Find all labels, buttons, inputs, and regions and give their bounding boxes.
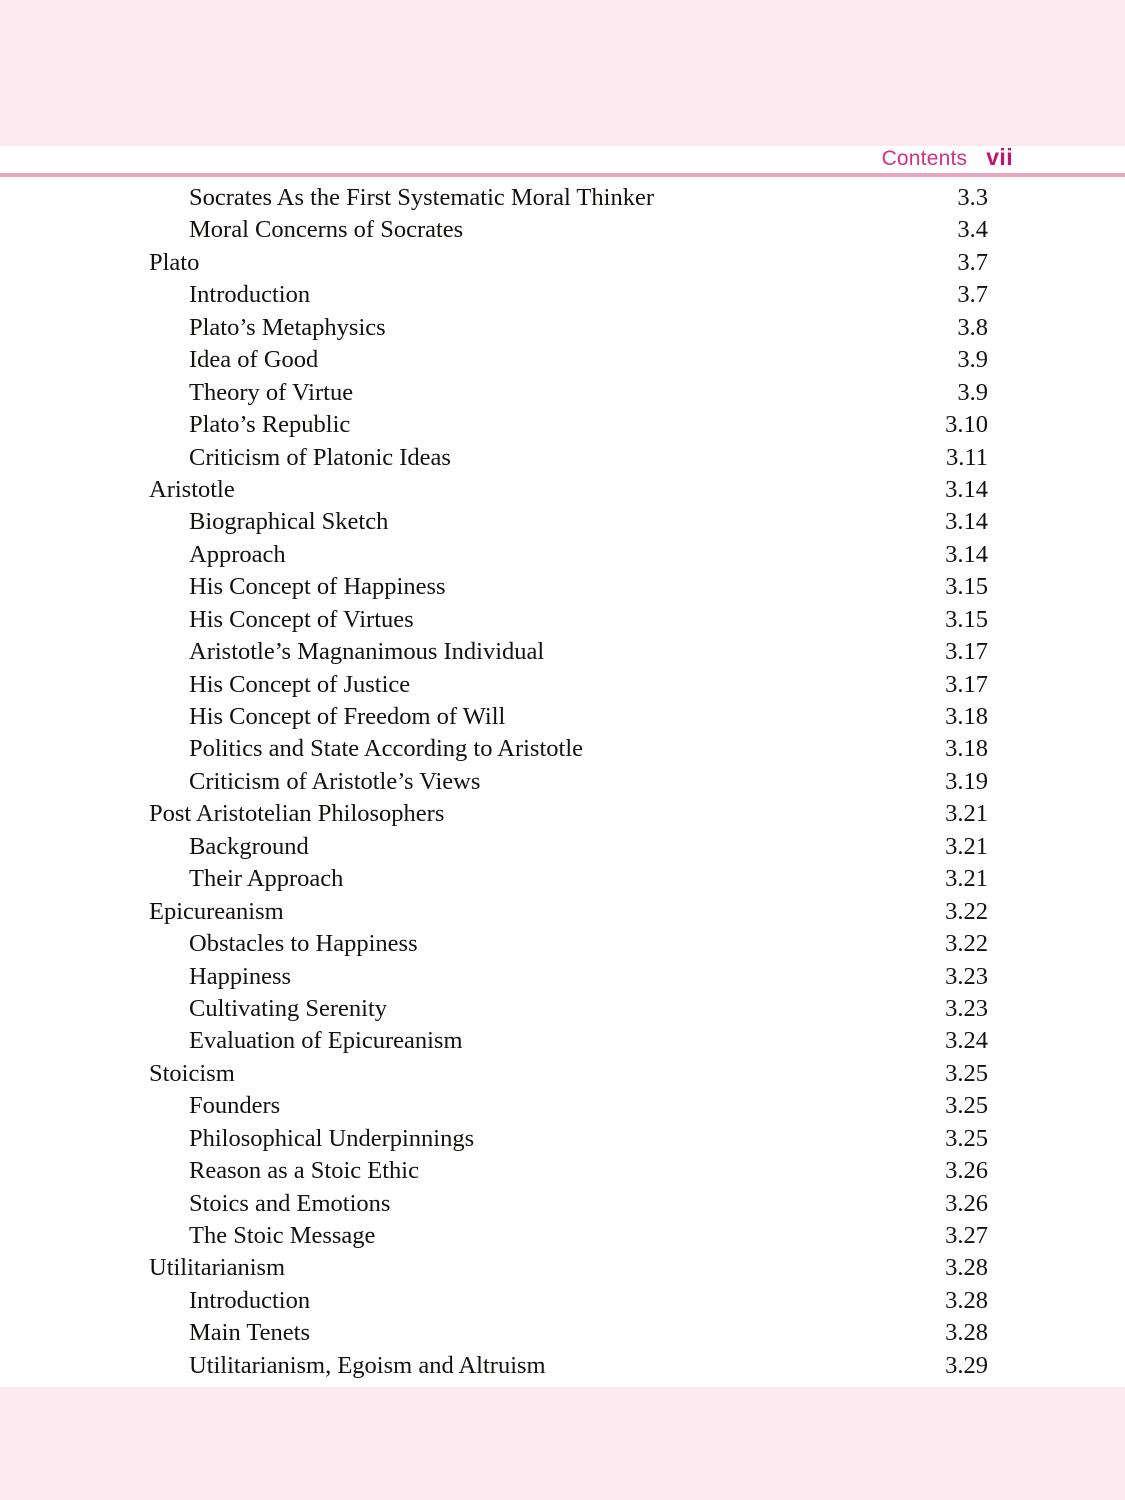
toc-entry-title: Aristotle [149,475,235,503]
toc-entry-page-number: 3.3 [957,184,988,211]
toc-entry-page-number: 3.11 [946,443,988,471]
toc-subsection-row[interactable] [0,831,1125,863]
toc-subsection-row[interactable] [0,1350,1125,1382]
toc-section-row[interactable] [0,896,1125,928]
toc-entry-page-number: 3.8 [957,313,988,341]
toc-section-row[interactable] [0,798,1125,830]
toc-entry-page-number: 3.28 [945,1254,988,1282]
toc-subsection-row[interactable] [0,1155,1125,1187]
toc-section-row[interactable] [0,1252,1125,1284]
toc-entry-page-number: 3.4 [957,216,988,244]
toc-entry-page-number: 3.28 [945,1319,988,1347]
toc-entry-title: Utilitarianism [149,1254,286,1282]
toc-subsection-row[interactable] [0,1285,1125,1317]
toc-subsection-row[interactable] [0,571,1125,603]
toc-entry-title: Plato’s Republic [189,411,351,439]
toc-entry-page-number: 3.14 [945,508,988,536]
toc-entry-title: Introduction [189,1286,311,1314]
toc-entry-page-number: 3.24 [945,1027,988,1055]
running-head-inner [882,144,1013,171]
toc-entry-page-number: 3.15 [945,573,988,601]
toc-entry-page-number: 3.25 [945,1092,988,1120]
toc-subsection-row[interactable] [0,539,1125,571]
toc-entry-title: His Concept of Virtues [189,605,414,633]
toc-entry-page-number: 3.22 [945,897,988,925]
toc-entry-page-number: 3.27 [945,1222,988,1249]
toc-subsection-row[interactable] [0,1220,1125,1252]
toc-entry-page-number: 3.28 [945,1286,988,1314]
toc-entry-title: Approach [189,540,286,568]
toc-entry-title: Stoicism [149,1059,235,1087]
toc-entry-page-number: 3.21 [945,865,988,893]
toc-subsection-row[interactable] [0,344,1125,376]
bottom-decorative-band [0,1387,1125,1500]
toc-entry-title: Introduction [189,281,311,309]
toc-entry-title: Plato [149,248,200,276]
toc-subsection-row[interactable] [0,279,1125,311]
toc-entry-title: His Concept of Happiness [189,573,446,601]
toc-entry-title: Criticism of Platonic Ideas [189,443,451,471]
toc-subsection-row[interactable] [0,1025,1125,1057]
toc-entry-page-number: 3.26 [945,1189,988,1217]
toc-entry-title: Biographical Sketch [189,508,389,536]
toc-entry-title: Obstacles to Happiness [189,930,418,958]
toc-entry-title: Post Aristotelian Philosophers [149,800,445,828]
toc-subsection-row[interactable] [0,182,1125,214]
header-rule [0,173,1125,177]
top-decorative-band [0,0,1125,146]
toc-entry-page-number: 3.25 [945,1124,988,1152]
toc-entry-list [0,182,1125,1382]
toc-section-row[interactable] [0,474,1125,506]
toc-entry-title: Founders [189,1092,281,1120]
toc-entry-page-number: 3.23 [945,962,988,990]
toc-section-row[interactable] [0,247,1125,279]
toc-entry-page-number: 3.9 [957,378,988,406]
toc-subsection-row[interactable] [0,312,1125,344]
toc-entry-title: Criticism of Aristotle’s Views [189,767,481,795]
toc-entry-page-number: 3.17 [945,638,988,666]
running-head [0,146,1125,176]
toc-entry-title: His Concept of Justice [189,670,411,698]
toc-entry-page-number: 3.14 [945,540,988,568]
toc-entry-title: Cultivating Serenity [189,994,388,1022]
toc-subsection-row[interactable] [0,1317,1125,1349]
toc-entry-title: His Concept of Freedom of Will [189,703,506,730]
toc-section-row[interactable] [0,1058,1125,1090]
toc-subsection-row[interactable] [0,766,1125,798]
toc-subsection-row[interactable] [0,993,1125,1025]
toc-entry-title: Main Tenets [189,1319,310,1347]
running-head-label: Contents [881,147,968,170]
toc-subsection-row[interactable] [0,1123,1125,1155]
toc-entry-title: Moral Concerns of Socrates [189,216,464,244]
toc-entry-title: Theory of Virtue [189,378,354,406]
toc-entry-page-number: 3.9 [957,346,988,374]
toc-entry-page-number: 3.26 [945,1157,988,1185]
page-folio-number: vii [986,144,1013,170]
toc-subsection-row[interactable] [0,636,1125,668]
toc-subsection-row[interactable] [0,214,1125,246]
toc-entry-page-number: 3.21 [945,832,988,860]
toc-subsection-row[interactable] [0,863,1125,895]
toc-subsection-row[interactable] [0,409,1125,441]
toc-entry-page-number: 3.19 [945,767,988,795]
toc-entry-title: Politics and State According to Aristotle [189,735,583,763]
toc-entry-title: Happiness [189,962,292,990]
toc-entry-title: Their Approach [189,865,344,893]
toc-entry-page-number: 3.29 [945,1351,988,1379]
toc-entry-page-number: 3.22 [945,930,988,958]
toc-entry-title: Philosophical Underpinnings [189,1124,475,1152]
toc-entry-page-number: 3.7 [957,281,988,309]
toc-entry-title: Epicureanism [149,897,284,925]
toc-subsection-row[interactable] [0,669,1125,701]
toc-subsection-row[interactable] [0,733,1125,765]
toc-entry-title: Stoics and Emotions [189,1189,391,1217]
toc-subsection-row[interactable] [0,442,1125,474]
toc-entry-page-number: 3.14 [945,475,988,503]
toc-entry-title: Background [189,832,309,860]
toc-subsection-row[interactable] [0,701,1125,733]
toc-entry-page-number: 3.15 [945,605,988,633]
toc-entry-title: Idea of Good [189,346,319,374]
toc-subsection-row[interactable] [0,928,1125,960]
toc-entry-title: Aristotle’s Magnanimous Individual [189,638,545,666]
toc-entry-page-number: 3.21 [945,800,988,828]
toc-entry-page-number: 3.10 [945,411,988,439]
toc-entry-title: Plato’s Metaphysics [189,313,386,341]
toc-entry-page-number: 3.18 [945,735,988,763]
toc-entry-page-number: 3.17 [945,670,988,698]
toc-subsection-row[interactable] [0,961,1125,993]
toc-entry-page-number: 3.23 [945,994,988,1022]
toc-entry-title: The Stoic Message [189,1222,376,1249]
toc-entry-page-number: 3.25 [945,1059,988,1087]
toc-entry-page-number: 3.7 [957,248,988,276]
toc-subsection-row[interactable] [0,506,1125,538]
toc-entry-title: Socrates As the First Systematic Moral Thinker [189,184,654,211]
toc-subsection-row[interactable] [0,604,1125,636]
toc-entry-title: Utilitarianism, Egoism and Altruism [189,1351,546,1379]
toc-subsection-row[interactable] [0,1090,1125,1122]
toc-entry-page-number: 3.18 [945,703,988,730]
toc-subsection-row[interactable] [0,377,1125,409]
toc-subsection-row[interactable] [0,1188,1125,1220]
toc-entry-title: Reason as a Stoic Ethic [189,1157,419,1185]
toc-entry-title: Evaluation of Epicureanism [189,1027,463,1055]
